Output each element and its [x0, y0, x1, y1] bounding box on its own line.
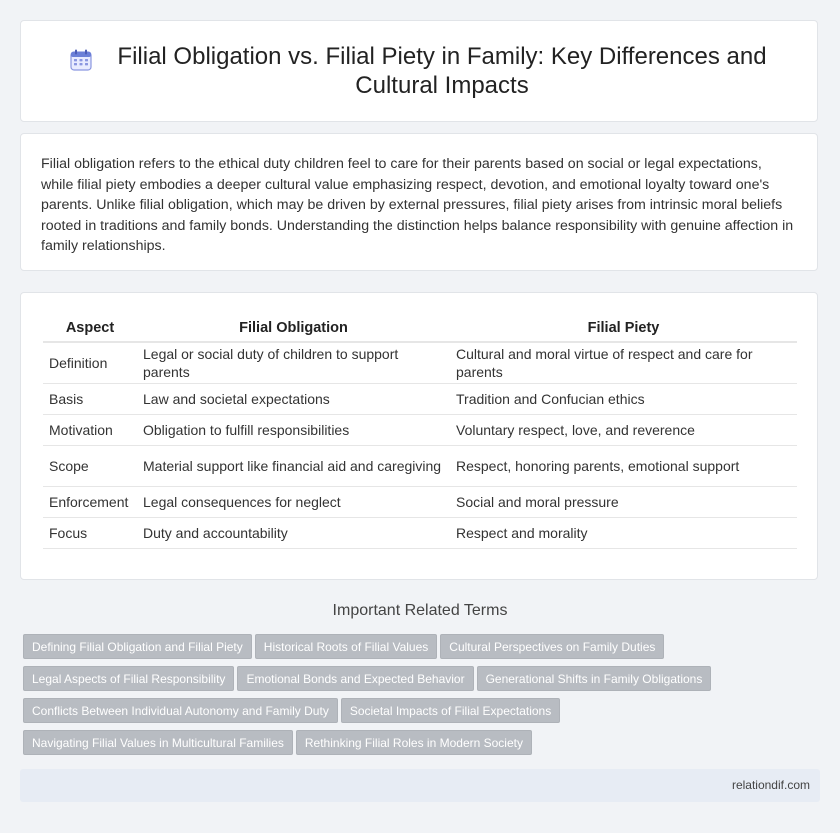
cell-aspect: Scope — [43, 446, 137, 487]
cell-piety: Respect, honoring parents, emotional support — [450, 446, 797, 487]
tag-link[interactable]: Cultural Perspectives on Family Duties — [440, 634, 664, 659]
table-row — [43, 518, 797, 549]
footer — [20, 769, 820, 802]
tag-link[interactable]: Navigating Filial Values in Multicultural Families — [23, 730, 293, 755]
page-title: Filial Obligation vs. Filial Piety in Family: Key Differences and Cultural Impacts — [117, 43, 767, 99]
related-terms-heading: Important Related Terms — [332, 602, 508, 619]
cell-piety: Social and moral pressure — [450, 487, 797, 518]
cell-piety: Cultural and moral virtue of respect and care for parents — [450, 343, 797, 384]
cell-aspect: Focus — [43, 518, 137, 549]
cell-aspect: Motivation — [43, 415, 137, 446]
cell-obligation: Duty and accountability — [137, 518, 450, 549]
tag-link[interactable]: Defining Filial Obligation and Filial Piety — [23, 634, 252, 659]
table-header-row — [43, 315, 797, 343]
cell-piety: Voluntary respect, love, and reverence — [450, 415, 797, 446]
cell-piety: Respect and morality — [450, 518, 797, 549]
cell-aspect: Enforcement — [43, 487, 137, 518]
tag-link[interactable]: Conflicts Between Individual Autonomy and Family Duty — [23, 698, 338, 723]
table-row — [43, 487, 797, 518]
cell-aspect: Definition — [43, 343, 137, 384]
tag-link[interactable]: Generational Shifts in Family Obligations — [477, 666, 712, 691]
comparison-card — [20, 292, 818, 580]
cell-obligation: Material support like financial aid and caregiving — [137, 446, 450, 487]
calendar-icon — [69, 48, 93, 72]
table-row — [43, 415, 797, 446]
cell-aspect: Basis — [43, 384, 137, 415]
header-filial-obligation: Filial Obligation — [137, 315, 450, 343]
header-card — [20, 20, 818, 122]
table-row — [43, 384, 797, 415]
table-row — [43, 343, 797, 384]
tag-link[interactable]: Rethinking Filial Roles in Modern Society — [296, 730, 532, 755]
site-link[interactable]: relationdif.com — [731, 778, 810, 792]
header-aspect: Aspect — [43, 315, 137, 343]
table-row — [43, 446, 797, 487]
comparison-table — [43, 315, 797, 549]
intro-paragraph: Filial obligation refers to the ethical duty children feel to care for their parents based on social or legal expectations, while filial piety embodies a deeper cultural value emphasizing respect, devotion, and emotional loyalty toward one's parents. Unlike filial obligation, which may be driven by external pressures, filial piety arises from intrinsic moral beliefs rooted in traditions and family bonds. Understanding the distinction helps balance responsibility with genuine affection in family relationships. — [41, 156, 794, 255]
tag-link[interactable]: Legal Aspects of Filial Responsibility — [23, 666, 234, 691]
header-filial-piety: Filial Piety — [450, 315, 797, 343]
cell-piety: Tradition and Confucian ethics — [450, 384, 797, 415]
cell-obligation: Legal consequences for neglect — [137, 487, 450, 518]
cell-obligation: Legal or social duty of children to support parents — [137, 343, 450, 384]
cell-obligation: Obligation to fulfill responsibilities — [137, 415, 450, 446]
cell-obligation: Law and societal expectations — [137, 384, 450, 415]
tag-link[interactable]: Societal Impacts of Filial Expectations — [341, 698, 560, 723]
intro-card — [20, 133, 818, 271]
related-tags — [23, 634, 823, 762]
tag-link[interactable]: Emotional Bonds and Expected Behavior — [237, 666, 473, 691]
tag-link[interactable]: Historical Roots of Filial Values — [255, 634, 438, 659]
